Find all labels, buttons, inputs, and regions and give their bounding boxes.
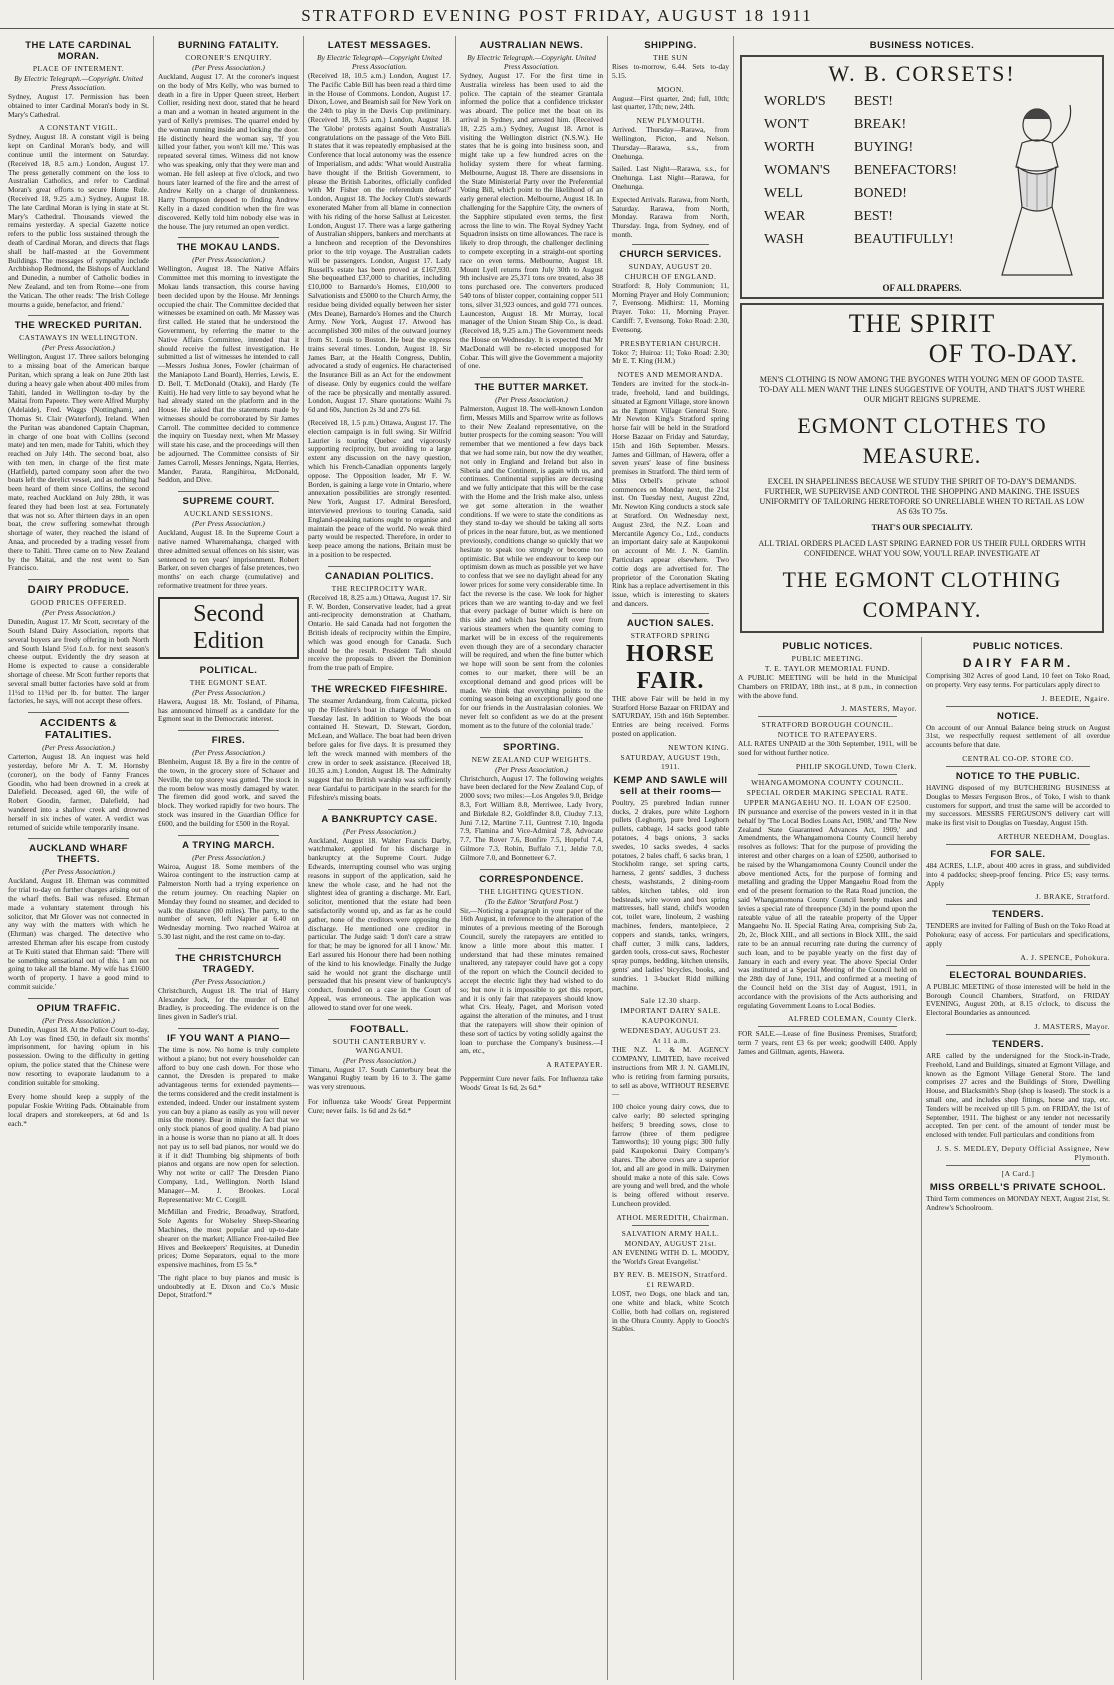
divider xyxy=(178,1028,279,1029)
divider xyxy=(328,809,431,810)
subheadline: NEW ZEALAND CUP WEIGHTS. xyxy=(471,754,592,764)
headline: FOR SALE. xyxy=(990,848,1046,860)
subheadline: MONDAY, AUGUST 21st. xyxy=(624,1238,717,1248)
corset-slogan-word: BREAK! xyxy=(854,117,907,132)
signature: J. MASTERS, Mayor. xyxy=(841,704,917,714)
corset-lady-illustration xyxy=(982,97,1092,277)
article-christchurch-tragedy xyxy=(158,953,299,1022)
headline: NOTICE. xyxy=(996,710,1040,722)
divider xyxy=(480,737,583,738)
article-text: Tenders are invited for the stock-in-trade, freehold, land and buildings, situated at Egmont Village, store known as the Egmont Village General Store. Mr Newton King's Stratford spring horse fair will be held in the Stratford Horse Bazaar on Friday and Saturday, 15th and 16th September. Messrs. James and Gillman, of Hawera, offer a seven years' lease of fine business premises in Stratford. The third term of Miss Orbell's private school commences on Monday next, the 21st inst. On Tuesday next, August 22nd, Mr. Newton King conducts a stock sale at Stratford. On Wednesday next, August 23rd, the N.Z. Loan and Mercantile Agency Co., Ltd., conducts an important dairy sale at Kaupokonui on account of Mr. J. N. Gamlin. Particulars appear elsewhere. Two cottie dogs are advertised for. The proprietor of the Coronation Skating Rink has a replace advertisement in this issue, which is interesting to skaters and dancers. xyxy=(612,379,729,609)
divider xyxy=(178,835,279,836)
corset-title: W. B. CORSETS! xyxy=(828,61,1016,86)
advert-egmont-clothing xyxy=(740,303,1104,633)
column-1 xyxy=(4,36,154,1680)
byline: (Per Press Association.) xyxy=(343,1055,416,1065)
advert-text: 100 choice young dairy cows, due to calve early; 80 selected springing heifers; 9 breeding sows, close to farrow (three of them pedigree Tamworths); 10 young pigs; 300 fully paid Kaupokonui Dairy Company's shares. The above cows are a superior lot, and all are good in milk. Dairymen should make a note of this sale. Cows are young and well bred, and the whole is being offered without reserve. Luncheon provided. xyxy=(612,1102,729,1208)
article-football xyxy=(308,1024,451,1092)
divider xyxy=(758,774,897,775)
headline: DAIRY PRODUCE. xyxy=(27,584,130,597)
divider xyxy=(946,844,1090,845)
article-text: Auckland, August 18. Ehrman was committed for trial to-day on further charges arising out of the wharf thefts. Bail was refused. Ehrman made a voluntary statement through his solicitor, that Mr Glover was not connected in any way with the matters with which he (Ehrman) was charged. The detective who arrested Ehrman after his escape from custody at Te Kuiti stated that Ehrman said: 'There will be something sensational out of this. I am not going to take all the blame. My wife has £1600 worth of property. I have a good mind to commit suicide.' xyxy=(8,876,149,991)
horse-fair-title: HORSE FAIR. xyxy=(625,640,716,694)
headline: FOOTBALL. xyxy=(350,1023,409,1035)
byline: (Per Press Association.) xyxy=(192,852,265,862)
article-opium xyxy=(8,1003,149,1088)
advert-text: 'The right place to buy pianos and music is undoubtedly at E. Dixon and Co.'s Music Depot, Stratford.'* xyxy=(158,1272,299,1300)
headline: THE LATE CARDINAL MORAN. xyxy=(25,40,132,62)
subheadline: PLACE OF INTERMENT. xyxy=(32,64,125,73)
corset-footer: OF ALL DRAPERS. xyxy=(882,283,962,293)
byline: (Per Press Association.) xyxy=(42,343,115,353)
corset-slogan-word: BEST! xyxy=(854,209,893,224)
subheadline: At 11 a.m. xyxy=(652,1036,689,1046)
subheadline: PUBLIC MEETING. xyxy=(791,654,864,663)
byline: (Per Press Association.) xyxy=(192,976,265,986)
article-text: Sydney, August 18. A constant vigil is being kept on Cardinal Moran's body, and will continue until the interment on Saturday. (Received 18, 8.5 a.m.) London, August 17. The press generally comment on the loss to Australian Catholics, and refer to Cardinal Moran's great efforts to secure Home Rule. (Received 18, 9.25 a.m.) Sydney, August 18. The late Cardinal Moran is lying in state at St. Mary's Cathedral. Thousands viewed the remains yesterday. A special Gazette notice refers to the public loss sustained through the death of Cardinal Moran, and directs that flags shall be half-masted at the Government Buildings. The messages of sympathy include Archbishop Redmond, the Bishops of Auckland and Dunedin, a number of Catholic bodies in New Zealand, and ten from Rome—one from the Vatican. The other reads: 'The Irish College mourns a guide, benefactor, and friend.' xyxy=(8,132,149,309)
subheadline: AUCKLAND SESSIONS. xyxy=(183,509,274,519)
article-text: Carterton, August 18. An inquest was held yesterday, before Mr A. T. M. Hornsby (coroner), on the body of Fanny Frances Goodin, who had been drowned in a creek at Dalefield. Deceased, aged 60, the wife of Robert Goodin, farmer, Dalefield, had wandered into a shallow creek and drowned herself in six inches of water. A verdict was returned of suicide while temporarily insane. xyxy=(8,752,149,832)
subheadline: NEW PLYMOUTH. xyxy=(636,116,705,126)
subheadline: STRATFORD BOROUGH COUNCIL. xyxy=(761,720,894,730)
divider xyxy=(946,766,1090,767)
notices-area xyxy=(738,637,1110,1680)
corset-slogan-word: WORTH xyxy=(764,140,815,155)
headline: DAIRY FARM. xyxy=(962,656,1074,670)
article-cardinal-moran xyxy=(8,40,149,309)
divider xyxy=(480,377,583,378)
subheadline: THE SUN xyxy=(653,53,688,62)
article-mokau-lands xyxy=(158,242,299,485)
signature: BY REV. B. MEISON, Stratford. xyxy=(613,1270,728,1280)
subheadline: GOOD PRICES OFFERED. xyxy=(30,598,127,608)
company-name-line-1: THE EGMONT CLOTHING xyxy=(782,567,1062,592)
advert-text: EXCEL IN SHAPELINESS BECAUSE WE STUDY THE SPIRIT OF TO-DAY'S DEMANDS. FURTHER, WE SUPERVISE AND CONTROL THE SHOPPING AND MAKING. THE ISSUES UNIFORMITY OF TAILORING HERETOFORE SO UNRELIABLE WHEN TO RETAIL AS LOW AS 63s TO 75s. xyxy=(759,477,1085,516)
article-text: Sydney, August 17. For the first time in Australia wireless has been used to aid the police. The captain of the steamer Grantala informed the police that a confidence trickster was aboard. The police met the boat on its arrival in Sydney, and arrested him. (Received 18, 2.25 a.m.) Sydney, August 18. Arnot is visiting the Wellington district (N.S.W.). He states that he is going into business soon, and might take up a few hundred acres on the holiday system there for wheat farming. Melbourne, August 18. There are dissensions in the State Ministerial Party over the Preferential Voting Bill, which point to the likelihood of an early general election. Melbourne, August 18. In challenging for the Sapphire City, the owners of the Sapphire stipulated even terms, the first across the line to win. The Royal Sydney Yacht Squadron insists on time allowances. The race is likely to drop through, the challenger declining to compete excepting in a straight-out sporting race on even terms. Melbourne, August 18. Mount Lyell returns from July 30th to August 9th inclusive are 25,371 tons ore treated, also 38 tons purchased ore. The converters produced 540 tons of blister copper, containing copper 511 tons, silver 31,923 ounces, and gold 771 ounces. Launceston, August 18. Mr Murray, local manager of the Union Steam Ship Co., is dead. (Received 18, 9.25 a.m.) The Government needs the House on Wednesday. It is expected that Mr MacDonald will be re-elected unopposed for Cobar. This will give the Government a majority of one. xyxy=(460,71,603,371)
subheadline: CORONER'S ENQUIRY. xyxy=(185,53,272,62)
spirit-title: THE SPIRIT xyxy=(848,309,996,338)
divider xyxy=(946,965,1090,966)
signature: J. S. S. MEDLEY, Deputy Official Assignee, New Plymouth. xyxy=(936,1143,1110,1162)
subheadline: T. E. TAYLOR MEMORIAL FUND. xyxy=(764,664,891,673)
signature: J. BEEDIE, Ngaire. xyxy=(1041,693,1110,703)
article-fires xyxy=(158,735,299,828)
notice-text: HAVING disposed of my BUTCHERING BUSINESS at Douglas to Messrs Ferguson Bros., of Toko, I wish to thank customers for support, and trust the same will be accorded to my successors. MESSRS FERGUSON'S delivery cart will make its first visit to Douglas on Tuesday, August 15th. xyxy=(926,782,1110,828)
article-text: Toko: 7; Huiroa: 11; Toko Road: 2.30; Mr E. T. King (H.M.) xyxy=(612,347,729,366)
subheadline: THE EGMONT SEAT. xyxy=(189,677,268,687)
divider xyxy=(28,315,129,316)
headline: OPIUM TRAFFIC. xyxy=(36,1002,121,1014)
measure-title: MEASURE. xyxy=(862,443,982,468)
corset-slogan-word: BENEFACTORS! xyxy=(854,163,957,178)
byline: (Per Press Association.) xyxy=(42,1015,115,1025)
section-title-auction: AUCTION SALES. xyxy=(626,617,715,629)
advert-piano xyxy=(158,1033,299,1300)
article-text: Dunedin, August 17. Mr Scott, secretary of the South Island Dairy Association, reports that several buyers are freely offering in both North and South Island 5½d f.o.b. for next season's cheese output. Evidently the dry season at Home is expected to cause a considerable shortage of cheese. Mr Scott further reports that several small butter factories have sold at from 11½d to 11¾d per lb. for butter. The larger factories, he says, will not accept these offers. xyxy=(8,617,149,706)
article-text: (Received 18, 8.25 a.m.) Ottawa, August 17. Sir F. W. Borden, Conservative leader, had a great anti-reciprocity demonstration at Chatham, Ontario. He said Canada had not forgotten the British ideals of reciprocity within the Empire, which was good enough for Canada. Such should be the result. President Taft should receive the proposals to divert the Dominion from the true path of Empire. xyxy=(308,592,451,673)
notice-text: TENDERS are invited for Falling of Bush on the Toko Road at Pohokura; easy of access. For particulars and specifications, apply xyxy=(926,921,1110,948)
subheadline: PRESBYTERIAN CHURCH. xyxy=(620,338,721,348)
divider xyxy=(758,716,897,717)
subheadline: CASTAWAYS IN WELLINGTON. xyxy=(19,333,138,343)
notice-text: A PUBLIC MEETING of those interested will be held in the Borough Council Chambers, Stratford, on FRIDAY EVENING, August 20th, at 8.15 o'clock, to discuss the Electoral Boundaries as announced. xyxy=(926,981,1110,1018)
subheadline: SPECIAL ORDER MAKING SPECIAL RATE. xyxy=(746,787,909,797)
headline: TENDERS. xyxy=(991,1038,1045,1050)
divider xyxy=(178,237,279,238)
article-text: Christchurch, August 18. The trial of Harry Alexander Jock, for the murder of Ethel Bradley, is proceeding. The evidence is on the lines given in Sadler's trial. xyxy=(158,985,299,1022)
article-text: Wellington, August 18. The Native Affairs Committee met this morning to investigate the Mokau lands transaction, this course having been decided upon by the House. Mr Jennings occupied the chair. The Committee decided that witnesses be examined on oath. Mr Massey was first called. He stated that he understood the Government, by referring the matter to the Native Affairs Committee, intended that it should receive the fullest investigation. He submitted a list of witnesses he intended to call—Messrs Joshua Jones, Fowler (chairman of the Maniapoto Land Board), Herries, Lewis, E. D. Bell, T. McDonald (Otaki), and Hardy (Te Kuiti). He had very little to say beyond what he had already stated on the platform and in the House. He asked that the statements made by witnesses should be corroborated by Sir James Carroll. The committee decided to commence the inquiry on Tuesday next, when Mr Massey will state his case, and the proceedings will then be adjourned. The Committee consists of Sir James Carroll, Messrs Jennings, Ngata, Herries, Mander, Parata, Rangihiroa, McDonald, Seddon, and Dive. xyxy=(158,264,299,485)
divider xyxy=(28,838,129,839)
advert-wb-corsets xyxy=(740,55,1104,299)
advert-text: Every home should keep a supply of the popular Foskie Writing Pads. Obtainable from local drapers and storekeepers, at 6d and 1s each.* xyxy=(8,1092,149,1128)
section-title-business-notices: BUSINESS NOTICES. xyxy=(869,40,975,51)
advert-text: Peppermint Cure never fails. For Influenza take Woods' Great 1s 6d, 2s 6d.* xyxy=(460,1074,603,1092)
article-text: Auckland, August 17. At the coroner's inquest on the body of Mrs Kelly, who was burned to death in a fire in Upper Queen street, Herbert Collier, residing next door, stated that he heard a man and a woman in heated argument in the yard of Kelly's premises. The quarrel ended by the woman running inside and locking the door. He distinctly heard the woman say, 'If you killed your father, you won't kill me.' This was repeated several times. Witness did not know who was speaking, only that they were man and woman. He fell asleep at five o'clock, and two hours later learned of the fire and the arrest of Andrew Kelly on a charge of drunkenness. Harry Thompson deposed to finding Andrew Kelly in a dazed condition when the fire was discovered. Kelly told him nobody else was in the house. The jury returned an open verdict. xyxy=(158,72,299,231)
article-supreme-court xyxy=(158,496,299,591)
byline: (Per Press Association.) xyxy=(495,395,568,405)
advert-text: The time is now. No home is truly complete without a piano; but not every householder can afford to buy one cash down. For those who cannot, the Dresden is prepared to make advantageous terms for extended payments—the terms considered and the credit instalment is extended, indeed. Under our instalment system you can buy a piano as easily as you will never miss the money. Bear in mind the fact that we only stock pianos of good quality. A bad piano in a house is worse than no piano at all. It does not pay us to sell bad pianos, nor would we do it if it did! Thumbing big shipments of both pianos and organs are now open for selection. Why not write or call? The Dresden Piano Company, Ltd., Wellington. North Island Manager—M. J. Brookes. Local Representative: Mr C. Corgill. xyxy=(158,1044,299,1204)
subheadline: UPPER MANGAEHU NO. II. LOAN OF £2500. xyxy=(743,797,912,807)
headline: THE WRECKED FIFESHIRE. xyxy=(311,684,448,695)
divider xyxy=(632,1225,709,1226)
column-5 xyxy=(608,36,734,1680)
divider xyxy=(28,712,129,713)
headline: A BANKRUPTCY CASE. xyxy=(321,813,438,825)
expected-arrivals: Expected Arrivals. Rarawa, from North, Saturday. Rarawa, from North, Monday. Rarawa from North, Thursday. Inga, from Sydney, end of month. xyxy=(612,194,729,239)
signature: NEWTON KING. xyxy=(668,742,729,752)
headline: CANADIAN POLITICS. xyxy=(325,570,434,582)
headline: THE MOKAU LANDS. xyxy=(176,242,281,254)
headline: ACCIDENTS & FATALITIES. xyxy=(39,717,118,742)
section-title-public-notices: PUBLIC NOTICES. xyxy=(972,641,1064,652)
column-6 xyxy=(734,36,1110,1680)
column-2 xyxy=(154,36,304,1680)
article-text: Palmerston, August 18. The well-known London firm, Messrs Mills and Sparrow write as follows to their New Zealand representative, on the butter prospects for the coming season: 'You will remember that we mentioned a few days back that we had some rain, but now the dry weather, not only in England and Ireland but also in Siberia and the Continent, is again with us, and continues. Continental supplies are decreasing and we fully anticipate that this will be the case with the Home and the Irish make also, unless we get some alteration in the weather conditions. If we were to state the conditions as they stand to-day we should be taking all sorts of prices in the near future, but, as we mentioned previously, conditions change so quickly that we hesitate to speak too strongly or become too optimistic. But while we endeavour to keep our optimism down as much as possible yet we have to confess that we see no daylight ahead for any lower prices for some very considerable time. In fact the reverse is the case. We look for higher prices than we are wanting to-day and we feel that every package of butter which is here on this side and which has been left over from various steamers when the quantity coming to market will be in excess of the requirements even though they are of a secondary character will be required, and when the fine butter which we hope will soon be sent from the colonies comes to our market, there will be an exceptional demand and good prices will be made. We think that everything points to the coming season being an exceptionally good one for our friends in the Australasian colonies. We never felt so confident as we do at the present moment as to the future of the colonial trade.' xyxy=(460,404,603,730)
advert-text: THE N.Z. L. & M. AGENCY COMPANY, LIMITED, have received instructions from MR J. N. GAMLIN, who is retiring from farming pursuits, to sell as above, WITHOUT RESERVE— xyxy=(612,1045,729,1099)
article-correspondence xyxy=(460,874,603,1070)
column-3 xyxy=(304,36,456,1680)
subheadline: NOTICE TO RATEPAYERS. xyxy=(777,730,878,740)
corset-slogan-word: WASH xyxy=(764,232,804,247)
article-wharf-thefts xyxy=(8,843,149,991)
divider xyxy=(946,904,1090,905)
divider xyxy=(328,1019,431,1020)
divider xyxy=(328,679,431,680)
notice-text: IN pursuance and exercise of the powers vested in it in that behalf by 'The Local Bodies Loans Act, 1908,' and 'The New Zealand State Guaranteed Advances Act, 1909,' and Amendments, the Whangamomona County Council hereby resolves as follows: That for the purpose of providing the interest and other charges on a loan of £2500, authorised to be raised by the Whangamomona County Council under the above mentioned Acts, for the purpose of forming and metalling and grading the Upper Mangaehu Road from the end of the present formation to the Rata Road junction, the said Whangamomona County Council hereby makes and levies a special rate of threepence (3d) in the pound upon the rateable value of all the rateable property of the Upper Mangaehu No. II. Special Rating Area, comprising Sub 2a, 2b, 2c, Block XIII., and all sections in Block XIII., the said rate to be an annual recurring rate during the currency of such loan, and to be payable yearly on the first day of January in each and every year. The above Special Order was instituted at a Special Meeting of the Council held on the 28th day of June, 1911, and confirmed at a meeting of the Council held on the 31st day of August, 1911, in accordance with the provisions of the Acts authorising and regulating Government Loans to Local Bodies. xyxy=(738,806,917,1010)
headline: SUPREME COURT. xyxy=(182,496,275,508)
sailings: Sailed. Last Night—Rarawa, s.s., for Onehunga. Last Night—Rarawa, for Onehunga. xyxy=(612,164,729,191)
signature: ARTHUR NEEDHAM, Douglas. xyxy=(997,831,1110,841)
subheadline: SUNDAY, AUGUST 20. xyxy=(628,261,713,271)
divider xyxy=(480,869,583,870)
article-text: Wellington, August 17. Three sailors belonging to a missing boat of the American barque Puritan, which sprang a leak on June 20th last during a heavy gale when about 400 miles from Tahiti, landed in Wellington to-day by the Maitai from Papeete. They were Alfred Murphy (Adelaide), Fred. Waggs (Nottingham), and Thomas St. Clair (Waterford), Ireland. When the Puritan was abandoned Captain Chapman, in charge of one boat with Collins (second mate) and ten men, made for Tahiti, which they reached on July 14th. The second boat, also with ten men, in charge of the first mate (Hatfield), parted company soon after the two boats left the derelict vessel, and as nothing had been heard of them since Collins, the second mate, reached Auckland on July 28th, it was feared they had been lost at sea. Fortunately that was not so. After thirteen days in an open boat, the crew suffering somewhat through shortage of water, they reached the island of Anaa, and proceeded by a trading vessel from there to Tahiti. Three came on to New Zealand by the Maitai, and the rest went to San Francisco. xyxy=(8,352,149,573)
notice-text: Third Term commences on MONDAY NEXT, August 21st, St. Andrew's Schoolroom. xyxy=(926,1193,1110,1212)
byline: By Electric Telegraph.—Copyright. United Press Association. xyxy=(467,53,596,71)
article-sporting xyxy=(460,742,603,863)
article-text: Wairoa, August 18. Some members of the Wairoa contingent to the instruction camp at Palmerston North had a trying experience on the return journey. On reaching Napier on Monday they found no steamer, and decided to walk the distance (80 miles). The party, to the number of seven, left Napier at 6.40 on Wednesday morning. Two reached Wairoa at 5.30 last night, and the rest came on to-day. xyxy=(158,861,299,941)
divider xyxy=(632,613,709,614)
article-latest-messages xyxy=(308,40,451,560)
headline: NOTICE TO THE PUBLIC. xyxy=(955,770,1081,782)
signature: ATHOL MEREDITH, Chairman. xyxy=(616,1212,729,1222)
headline: THE CHRISTCHURCH TRAGEDY. xyxy=(175,952,282,975)
corset-slogan-word: WELL xyxy=(764,186,803,201)
headline: MISS ORBELL'S PRIVATE SCHOOL. xyxy=(929,1181,1107,1193)
divider xyxy=(28,579,129,580)
article-text: Auckland, August 18. Walter Francis Darby, watchmaker, applied for his discharge in bankruptcy at the Supreme Court. Judge Edwards, interrupting counsel who was urging reasons in support of the application, said he knew the whole case, and he had not the slightest idea of granting a discharge. Mr. Earl, solicitor, mentioned that the estate had been satisfactorily wound up, and as far as he could gather, none of the creditors were opposing the discharge. He mentioned one creditor in particular. The Judge said: 'I don't care a straw for that; he may be ignored for all I know.' Mr. Earl assured his Honour there had been nothing of the kind to his knowledge. Finally the Judge said he would not grant the discharge until persuaded that his present view of bankruptcy's conduct, founded on a case in the Court of Appeal, was erroneous. The application was allowed to stand over for one week. xyxy=(308,835,451,1012)
divider xyxy=(328,566,431,567)
subheadline: SOUTH CANTERBURY v. WANGANUI. xyxy=(332,1036,427,1055)
subheadline: STRATFORD SPRING xyxy=(630,630,711,640)
advert-text: LOST, two Dogs, one black and tan, one white and black, white Scotch Collie, both had collars on, registered in the Ohura County. Apply to Gooch's Stables. xyxy=(612,1289,729,1334)
divider xyxy=(178,730,279,731)
subheadline: SATURDAY, AUGUST 19th, 1911. xyxy=(620,752,721,771)
subheadline: WHANGAMOMONA COUNTY COUNCIL. xyxy=(751,777,904,787)
masthead: STRATFORD EVENING POST FRIDAY, AUGUST 18 1911 xyxy=(0,6,1114,29)
subheadline: SALVATION ARMY HALL. xyxy=(621,1228,720,1238)
signature: PHILIP SKOGLUND, Town Clerk. xyxy=(795,761,917,771)
egmont-clothes-title: EGMONT CLOTHES TO xyxy=(797,413,1047,438)
byline: By Electric Telegraph—Copyright United Press Association. xyxy=(317,53,442,71)
advert-text: For influenza take Woods' Great Peppermint Cure; never fails. 1s 6d and 2s 6d.* xyxy=(308,1096,451,1115)
sun-times: Rises to-morrow, 6.44. Sets to-day 5.15. xyxy=(612,62,729,80)
divider xyxy=(946,1034,1090,1035)
headline: LATEST MESSAGES. xyxy=(327,40,432,51)
article-canadian-politics xyxy=(308,571,451,673)
corset-slogan-word: BUYING! xyxy=(854,140,914,155)
headline: CORRESPONDENCE. xyxy=(479,873,584,885)
article-trying-march xyxy=(158,840,299,942)
subheadline: NOTES AND MEMORANDA. xyxy=(617,370,724,380)
advert-text: MEN'S CLOTHING IS NOW AMONG THE BYGONES WITH YOUNG MEN OF GOOD TASTE. TO-DAY ALL MEN WANT THE LINES SUGGESTIVE OF YOUTH, AND THAT'S JUST WHERE OUR MIGHT REIGNS SUPREME. xyxy=(759,375,1085,404)
corset-slogan-word: BEAUTIFULLY! xyxy=(854,232,954,247)
advert-text: THE above Fair will be held in my Stratford Horse Bazaar on FRIDAY and SATURDAY, 15th and 16th September. Entries are being received. Forms posted on application. xyxy=(612,693,729,739)
corset-slogan-word: BONED! xyxy=(854,186,907,201)
signature: J. MASTERS, Mayor. xyxy=(1034,1021,1110,1031)
byline: (Per Press Association.) xyxy=(192,519,265,529)
section-title-public-notices: PUBLIC NOTICES. xyxy=(782,641,873,652)
headline: FIRES. xyxy=(211,735,246,747)
article-text: Blenheim, August 18. By a fire in the centre of the town, in the grocery store of Schauer and Neville, the top storey was gutted. The stock in the room below was mostly damaged by water. The firemen did good work, and saved the block. They worked rapidly for two hours. The stock was insured in the Guardian Office for £600, and the building for £500 in the Royal. xyxy=(158,757,299,828)
article-text: (Received 18, 1.5 p.m.) Ottawa, August 17. The election campaign is in full swing. Sir Wilfrid Laurier is touring Quebec and vigorously supporting reciprocity, but avoiding to a large extent any discussion on the navy question, which his French-Canadian opponents largely oppose. The Opposition leader, Mr F. W. Borden, is gaining a large vote in Ontario, where annexation possibilities are strongly resented. New York, August 17. Admiral Beresford, interviewed previous to touring Canada, said England-speaking nations ought to organise and maintain the peace of the world. No weak third party would be respected. Therefore, in order to keep peace among the nations, Britain must be in a position to be respected. xyxy=(308,418,451,560)
byline: (Per Press Association.) xyxy=(42,608,115,618)
subheadline: A CONSTANT VIGIL. xyxy=(39,123,118,133)
advert-text: Poultry, 25 purebred Indian runner ducks, 2 drakes, pure white Leghorn pullets (Leghorn), pure bred Leghorn pullets, cabbage, 14 sacks good table potatoes, 4 bags onions, 3 sacks swedes, 10 sacks swedes, 4 sacks potatoes, 2 bales chaff, 6 sacks bran, 1 Stockholm range, set spring carts, harness, 2 gents' saddles, 3 duchess chests, washstands, 2 dining-room tables, kitchen tables, old iron bedsteads, wire woven and box spring mattresses, hall stand, child's wooden cot, toilet ware, linoleum, 2 washing machines, fenders, mantelpiece, 2 coppers and stands, tanks, wringers, chaff cutter, 3 milk cans, ladders, garden tools, cross-cut saws, Rochester spray pumps, bedding, kitchen utensils, gents' and ladies' bicycles, books, and sundries. 1 3-bucket Ridd milking machine. xyxy=(612,797,729,992)
headline: A TRYING MARCH. xyxy=(182,839,275,851)
spirit-subtitle: OF TO-DAY. xyxy=(928,339,1078,368)
public-notices-right xyxy=(926,637,1110,1680)
byline: (Per Press Association.) xyxy=(192,748,265,758)
notice-text: ARE called by the undersigned for the Stock-in-Trade, Freehold, Land and Buildings, situated at Egmont Village, and known as the Egmont Village General Store. The land comprises 27 acres and the Buildings of Store, Dwelling House, and Blacksmith's Shop (shop is leased). The stock is a small one, and includes shop fittings, horse and trap, etc. Tenders will be received up till 5 p.m. on FRIDAY, the 1st of September, 1911. The highest or any tender not necessarily accepted. Ten per cent. of the amount of tender must be enclosed with tender. Full particulars and conditions from xyxy=(926,1050,1110,1140)
signature: J. BRAKE, Stratford. xyxy=(1035,892,1110,902)
subheadline: THE LIGHTING QUESTION. xyxy=(479,886,584,896)
subheadline: CHURCH OF ENGLAND. xyxy=(624,271,717,281)
headline: THE WRECKED PURITAN. xyxy=(14,320,143,332)
divider xyxy=(946,1165,1090,1166)
company-name-line-2: COMPANY. xyxy=(862,597,982,622)
corset-slogan-word: BEST! xyxy=(854,94,893,109)
corset-slogan-word: WON'T xyxy=(764,117,809,132)
subheadline: WEDNESDAY, AUGUST 23. xyxy=(619,1026,722,1036)
subheadline: £1 REWARD. xyxy=(646,1280,695,1290)
divider xyxy=(28,998,129,999)
byline: (Per Press Association.) xyxy=(192,63,265,72)
article-text: (Received 18, 10.5 a.m.) London, August 17. The Pacific Cable Bill has been read a third time in the House of Commons. London, August 17. Dixon, Lowe, and Beamish sail for New York on the 24th to play in the Davis Cup preliminary. (Received 18, 9.55 a.m.) London, August 18. The 'Globe' protests against South Australia's congratulations on the passage of the Veto Bill. It states that it was repeatedly emphasised at the Conference that local autonomy was the essence of Imperialism, and adds: 'What would Australia have thought if the British Government, to please the British Laborites, officially confided with Mr Fisher on the referendum defeat?' London, August 18. The Jockey Club's stewards exonerated Maher from all blame in connection with his riding of the horse Sallust at Leicester. London, August 17. There was a large gathering of Australian shippers, bankers and merchants at a luncheon and reception of the Devonshires prior to the trip voyage. The Australian cadets will be passengers. London, August 17. Lady Russell's estate has been proved at £167,930. She bequeathed £37,000 to charities, including £10,000 to Barnardo's Homes, £10,000 to Salvationists and £5000 to the Church Army, the residue being divided equally between her sister (Mrs Deane), Barnardo's Homes and the Church Army. New York, August 17. Atwood has accomplished 300 miles of the outward journey from St. Louis to Boston. He beat the express trains several times. London, August 18. Sir James Barr, at the Health Congress, Dublin, advocated a study of eugenics. He characterised the Insurance Bill as an Act for the endowment of disease. Only by eugenics could the welfare of the race be physically and mentally assured. London, August 17. Share quotations: Waihi 7s 6d and 60s, Junction 2s 3d and 27s 6d. xyxy=(308,71,451,415)
article-text: Auckland, August 18. In the Supreme Court a native named Wharemahanga, charged with three admitted sexual offences on his sister, was sentenced to ten years' imprisonment. Robert Barker, on seven charges of false pretences, two months' on each charge (cumulative) and reformative treatment for three years. xyxy=(158,528,299,591)
advert-text: AN EVENING WITH D. L. MOODY, the 'World's Great Evangelist.' xyxy=(612,1247,729,1266)
signature: A RATEPAYER. xyxy=(546,1060,603,1070)
subheadline: IMPORTANT DAIRY SALE. xyxy=(620,1006,721,1016)
notice-text: A PUBLIC MEETING will be held in the Municipal Chambers on FRIDAY, 18th inst., at 8 p.m., in connection with the above fund. xyxy=(738,673,917,700)
column-4 xyxy=(456,36,608,1680)
signature: Sale 12.30 sharp. xyxy=(640,996,701,1006)
corset-slogan-word: WORLD'S xyxy=(764,94,826,109)
advert-text: ALL TRIAL ORDERS PLACED LAST SPRING EARNED FOR US THEIR FULL ORDERS WITH CONFIDENCE. WHAT YOU SOW, YOU'LL REAP. INVESTIGATE AT xyxy=(758,539,1086,558)
article-text: Dunedin, August 18. At the Police Court to-day, Ah Loy was fined £50, in default six months' imprisonment, for having opium in his possession. Owing to the difficulty in getting opium, the police stated that the Chinese were now resorting to evaporate laudanum to a condition suitable for smoking. xyxy=(8,1024,149,1087)
article-australian-news xyxy=(460,40,603,371)
article-burning-fatality xyxy=(158,40,299,231)
article-wrecked-fifeshire xyxy=(308,684,451,803)
headline: ELECTORAL BOUNDARIES. xyxy=(949,969,1087,981)
headline: AUCKLAND WHARF THEFTS. xyxy=(29,843,128,866)
divider xyxy=(178,491,279,492)
article-accidents xyxy=(8,717,149,832)
byline: (Per Press Association.) xyxy=(343,826,416,836)
article-butter-market xyxy=(460,382,603,730)
headline: POLITICAL. xyxy=(199,664,258,676)
headline: TENDERS. xyxy=(991,909,1045,921)
signature: A. J. SPENCE, Pohokura. xyxy=(1020,952,1110,962)
headline: BURNING FATALITY. xyxy=(177,40,280,51)
article-text: Stratford: 8, Holy Communion; 11, Morning Prayer and Holy Communion; 7, Evensong. Midhirst: 11, Morning Prayer. Toko: 11, Morning Prayer. Cardiff: 7, Evensong. Toko Road: 2.30, Evensong. xyxy=(612,280,729,334)
byline: (Per Press Association.) xyxy=(42,867,115,877)
subheadline: MOON. xyxy=(656,84,685,94)
article-text: Sydney, August 17. Permission has been obtained to inter Cardinal Moran's body in St. Mary's Cathedral. xyxy=(8,92,149,119)
divider xyxy=(632,244,709,245)
article-text: Christchurch, August 17. The following weights have been declared for the New Zealand Cup, of 2000 sovs; two miles:—Los Angeles 9.0, Bridge 8.3, Fort William 8.8, Merriwee, Lady Ivory, and Birkdale 8.2, Goldfinder 8.0, Ciuduy 7.13, Juni 7.12, Martine 7.11, Guntrest 7.10, Ingoda 7.9, Flamina and Vice-Admiral 7.8, Advocate 7.7, The Rover 7.6, Bonfire 7.5, Hopeful 7.4, Gilmore 7.3, Robin, Buffalo 7.1, Jeldie 7.0, Gilmore 7.0, and Bonnetteer 6.7. xyxy=(460,773,603,862)
notice-text: Comprising 302 Acres of good Land, 10 feet on Toko Road, on property. Very easy terms. For particulars apply direct to xyxy=(926,671,1110,689)
byline: By Electric Telegraph.—Copyright. United Press Association. xyxy=(14,74,143,92)
speciality-line: THAT'S OUR SPECIALITY. xyxy=(871,523,973,532)
advert-text: McMillan and Fredric, Broadway, Stratford, Sole Agents for Wolseley Sheep-Shearing Machines, the most popular and up-to-date shearer on the market; Alliance Free-tailed Bee Hives and Beekeepers' Requisites, at Dunedin prices; Dome Separators, equal to the more expensive machines, from £5 5s.* xyxy=(158,1207,299,1270)
byline: (Per Press Association.) xyxy=(192,255,265,265)
byline: (Per Press Association.) xyxy=(192,687,265,697)
moon-phases: August—First quarter, 2nd; full, 10th; last quarter, 17th; new, 24th. xyxy=(612,93,729,112)
headline: THE BUTTER MARKET. xyxy=(474,382,589,394)
article-text: Sir,—Noticing a paragraph in your paper of the 16th August, in reference to the alteration of the minutes of a previous meeting of the Borough Council, surely the ratepayers are entitled to know a little more about this matter. I understand that had these minutes remained unaltered, any ratepayer could have got a copy of the report on which the Council decided to accept the electric light they had wished to do so; but now it is impossible to get this report, and it is only fair that ratepayers should know what Crs. Healy, Paget, and Morison voted against the alteration of the minutes, and I trust that the ratepayers will show their opinion of these sort of tactics by voting solidly against the loan to purchase the Company's business.—I am, etc., xyxy=(460,905,603,1056)
subheadline: THE RECIPROCITY WAR. xyxy=(331,583,428,593)
article-text: The steamer Ardandearg, from Calcutta, picked up the Fifeshire's boat in charge of Woods on Tuesday last. In addition to Woods the boat contained H. Stewart, D. Stewart, Gordon, McLean, and Wallace. The boat had been driven before gales for five days. It is presumed they left the wreck manned with members of the crew in order to seek assistance. (Received 18, 10.35 a.m.) London, August 18. The Admiralty suggest that no British warship was sufficiently near Gardafui to participate in the search for the Fifeshire's missing boats. xyxy=(308,696,451,802)
article-dairy-produce xyxy=(8,584,149,706)
article-text: Hawera, August 18. Mr. Tosland, of Pihama, has announced himself as a candidate for the Egmont seat in the Democratic interest. xyxy=(158,696,299,724)
headline: AUSTRALIAN NEWS. xyxy=(479,40,584,51)
corset-slogan-word: WOMAN'S xyxy=(764,163,831,178)
article-political xyxy=(158,665,299,724)
divider xyxy=(946,706,1090,707)
public-notices-left xyxy=(738,637,922,1680)
signature: ALFRED COLEMAN, County Clerk. xyxy=(788,1014,917,1024)
article-text: Timaru, August 17. South Canterbury beat the Wanganui Rugby team by 16 to 3. The game was very strenuous. xyxy=(308,1064,451,1092)
notice-text: ALL RATES UNPAID at the 30th September, 1911, will be sued for without further notice. xyxy=(738,739,917,758)
signature: CENTRAL CO-OP. STORE CO. xyxy=(962,753,1074,763)
corset-slogan-word: WEAR xyxy=(764,209,806,224)
divider xyxy=(758,1026,897,1027)
subheadline: KAUPOKONUI. xyxy=(641,1016,700,1026)
headline: IF YOU WANT A PIANO— xyxy=(166,1032,291,1044)
byline: (Per Press Association.) xyxy=(495,764,568,774)
article-bankruptcy xyxy=(308,814,451,1013)
section-title-church: CHURCH SERVICES. xyxy=(619,248,722,260)
byline: (Per Press Association.) xyxy=(42,743,115,753)
section-title-shipping: SHIPPING. xyxy=(644,40,697,51)
second-edition-banner: Second Edition xyxy=(158,597,299,659)
notice-text: 484 ACRES, L.I.P., about 400 acres in grass, and subdivided into 4 paddocks; sheep-proof fencing. Price £5; easy terms. Apply xyxy=(926,860,1110,888)
article-wrecked-puritan xyxy=(8,320,149,573)
subheadline: [A Card.] xyxy=(1001,1168,1035,1178)
headline: SPORTING. xyxy=(503,741,560,753)
arrivals: Arrived. Thursday—Rarawa, from Wellington, Picton, and Nelson. Thursday—Rarawa, s.s., from Onehunga. xyxy=(612,125,729,161)
byline: (To the Editor 'Stratford Post.') xyxy=(484,896,579,906)
notice-text: On account of our Annual Balance being struck on August 31st, we respectfully request settlement of all overdue accounts before that date. xyxy=(926,722,1110,750)
divider xyxy=(178,948,279,949)
notice-text: FOR SALE.—Lease of fine Business Premises, Stratford; term 7 years, rent £3 6s per week; goodwill £400. Apply James and Gillman, agents, Hawera. xyxy=(738,1029,917,1056)
headline: KEMP AND SAWLE will sell at their rooms— xyxy=(613,774,728,797)
